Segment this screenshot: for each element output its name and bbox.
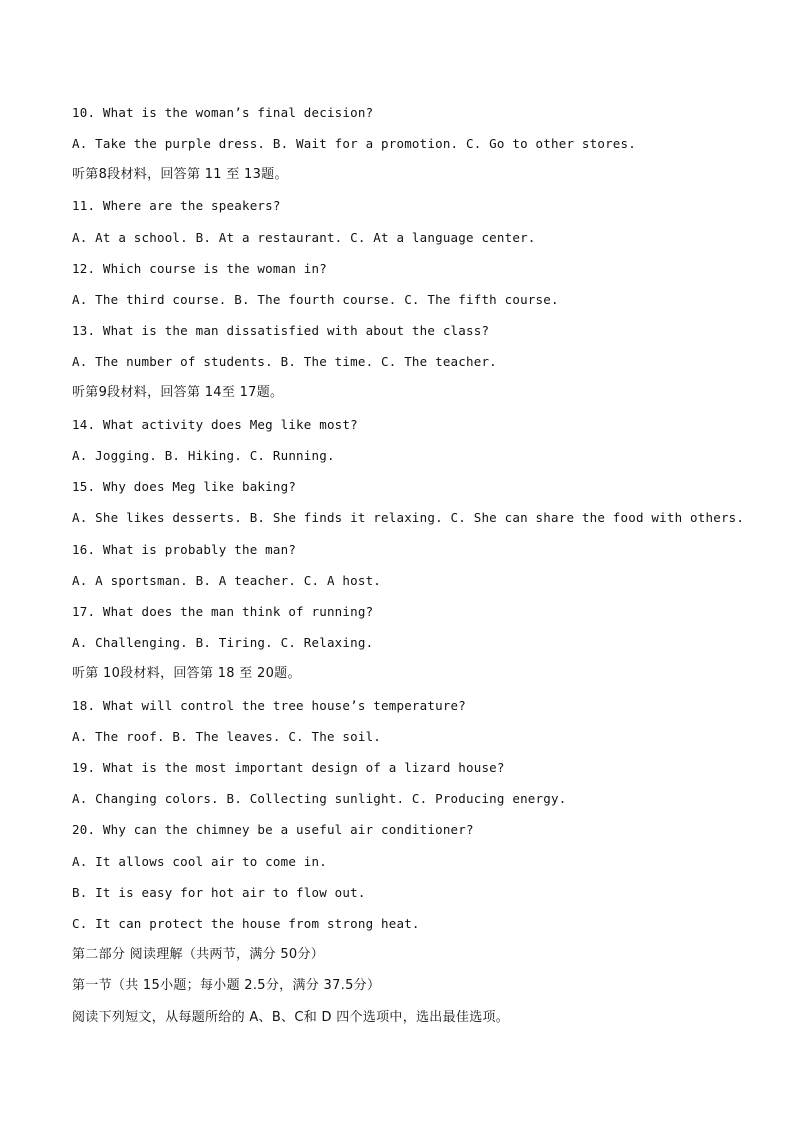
options-10: A. Take the purple dress. B. Wait for a promotion. C. Go to other stores. [72, 136, 636, 151]
question-17: 17. What does the man think of running? [72, 604, 374, 619]
question-16: 16. What is probably the man? [72, 542, 297, 557]
question-10: 10. What is the woman’s final decision? [72, 105, 374, 120]
options-15: A. She likes desserts. B. She finds it relaxing. C. She can share the food with others. [72, 510, 745, 525]
options-19: A. Changing colors. B. Collecting sunlight. C. Producing energy. [72, 791, 567, 806]
options-18: A. The roof. B. The leaves. C. The soil. [72, 729, 382, 744]
question-20: 20. Why can the chimney be a useful air conditioner? [72, 822, 474, 837]
options-16: A. A sportsman. B. A teacher. C. A host. [72, 573, 382, 588]
options-12: A. The third course. B. The fourth course. C. The fifth course. [72, 292, 559, 307]
reading-instructions: 阅读下列短文，从每题所给的 A、B、C和 D 四个选项中，选出最佳选项。 [72, 1010, 510, 1025]
option-20-b: B. It is easy for hot air to flow out. [72, 885, 366, 900]
options-11: A. At a school. B. At a restaurant. C. At a language center. [72, 230, 536, 245]
section-instruction-10: 听第 10段材料，回答第 18 至 20题。 [72, 666, 301, 681]
section-one-heading: 第一节（共 15小题；每小题 2.5分，满分 37.5分） [72, 978, 381, 993]
section-instruction-9: 听第9段材料，回答第 14至 17题。 [72, 385, 284, 400]
question-18: 18. What will control the tree house’s temperature? [72, 698, 467, 713]
options-17: A. Challenging. B. Tiring. C. Relaxing. [72, 635, 374, 650]
option-20-a: A. It allows cool air to come in. [72, 854, 327, 869]
question-13: 13. What is the man dissatisfied with about the class? [72, 323, 490, 338]
section-instruction-8: 听第8段材料，回答第 11 至 13题。 [72, 167, 288, 182]
part-two-heading: 第二部分 阅读理解（共两节，满分 50分） [72, 947, 325, 962]
options-14: A. Jogging. B. Hiking. C. Running. [72, 448, 335, 463]
question-11: 11. Where are the speakers? [72, 198, 281, 213]
option-20-c: C. It can protect the house from strong heat. [72, 916, 420, 931]
options-13: A. The number of students. B. The time. C. The teacher. [72, 354, 497, 369]
question-15: 15. Why does Meg like baking? [72, 479, 297, 494]
question-12: 12. Which course is the woman in? [72, 261, 327, 276]
question-14: 14. What activity does Meg like most? [72, 417, 358, 432]
question-19: 19. What is the most important design of a lizard house? [72, 760, 505, 775]
